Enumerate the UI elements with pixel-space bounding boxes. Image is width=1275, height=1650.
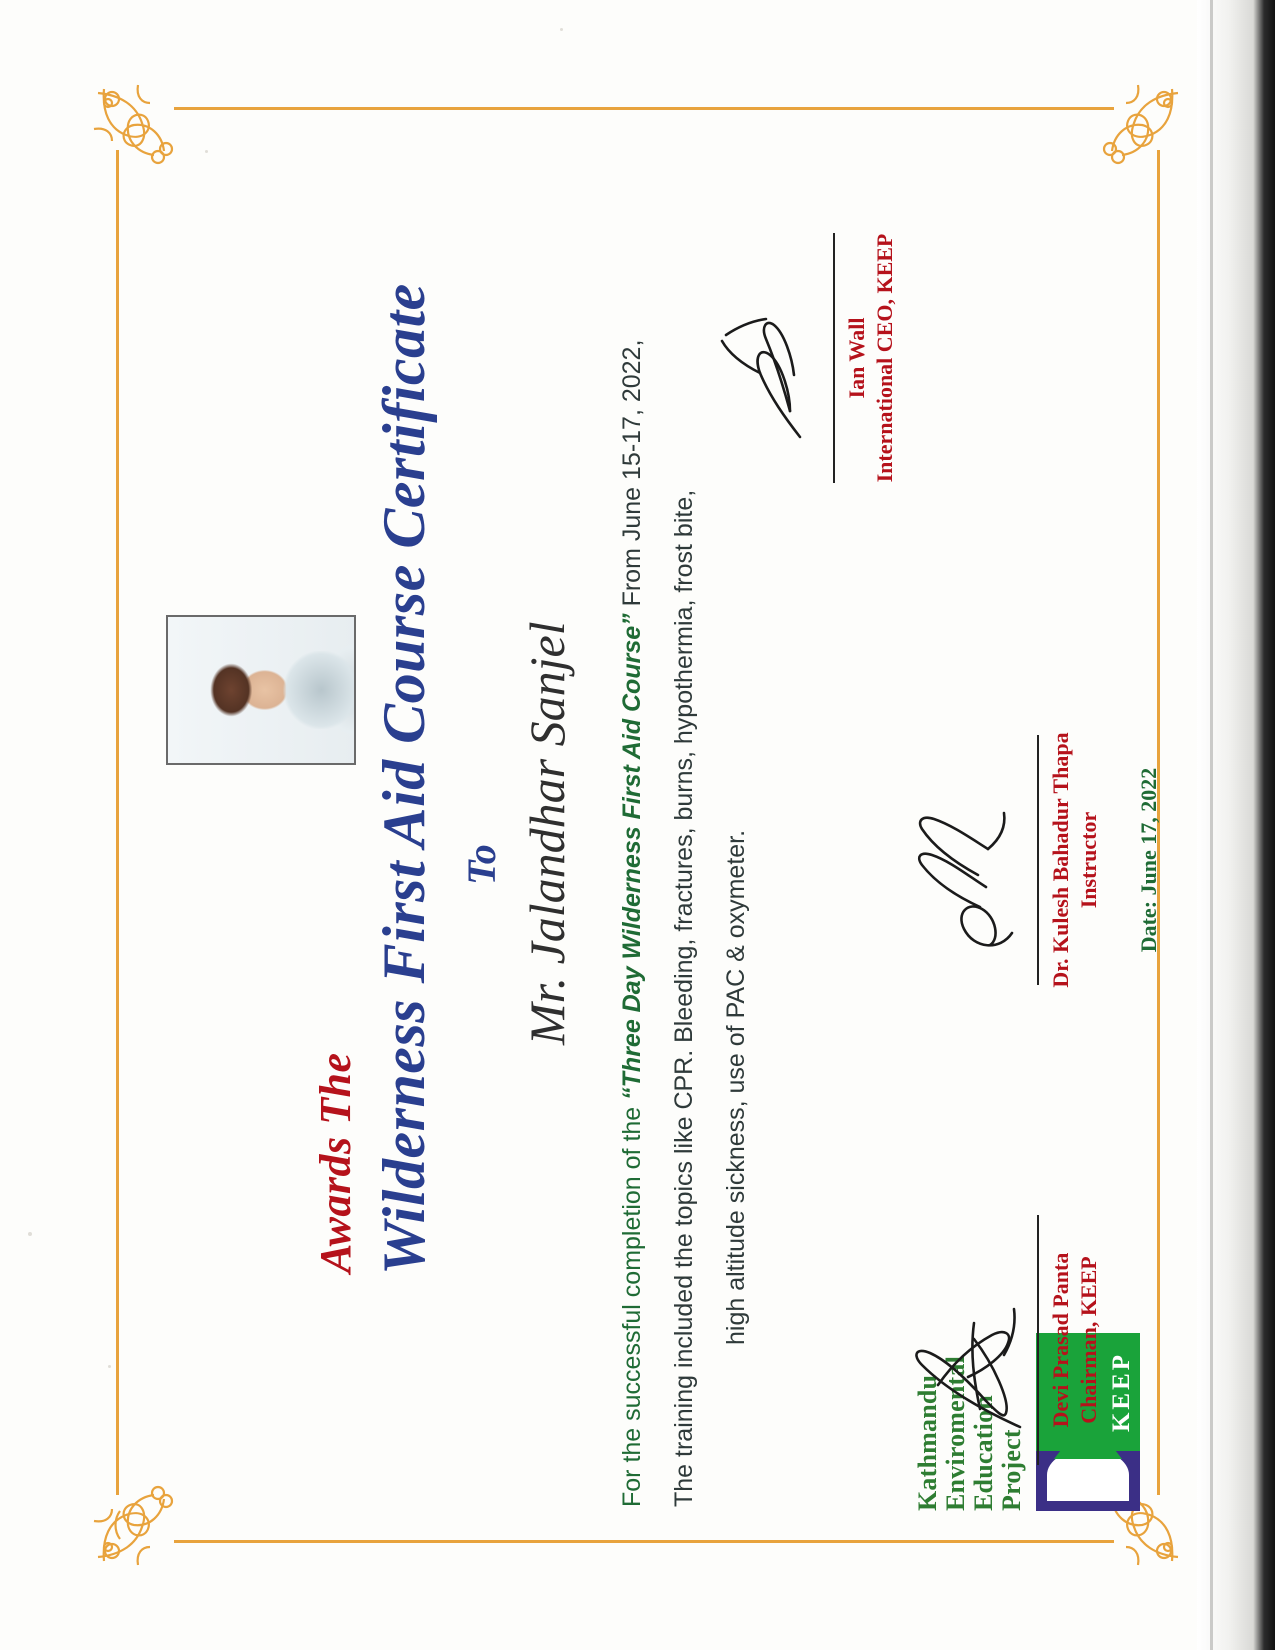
floral-corner-icon: [92, 1463, 196, 1567]
signatory-name-text: Dr. Kulesh Bahadur Thapa: [1047, 732, 1073, 988]
photo-image: [168, 617, 354, 763]
org-name-line-1: Kathmandu: [912, 1374, 942, 1511]
floral-corner-icon: [1080, 83, 1184, 187]
scan-speck: [205, 150, 208, 153]
signature-rule: [833, 233, 835, 483]
body-line-3: high altitude sickness, use of PAC & oxymeter.: [721, 829, 750, 1345]
border-line-top: [116, 150, 119, 1495]
signatory-name: [843, 193, 898, 523]
body-line-1-suffix: From June 15-17, 2022,: [617, 339, 646, 614]
scan-speck: [560, 28, 563, 31]
recipient-photo: [166, 615, 356, 765]
org-name-line-3: Education: [968, 1395, 998, 1511]
signatory-title-text: International CEO, KEEP: [871, 233, 896, 483]
handwritten-signature-icon: [704, 193, 824, 523]
scan-edge-shadow: [1197, 0, 1275, 1650]
body-line-1: [618, 340, 647, 1507]
to-label: To: [458, 844, 504, 885]
recipient-name: Mr. Jalandhar Sanjel: [518, 621, 575, 1045]
border-line-left: [174, 1540, 1114, 1543]
body-line-1-prefix: For the successful completion of the: [617, 1099, 646, 1507]
issue-date: Date: June 17, 2022: [1135, 767, 1161, 953]
body-line-2: The training included the topics like CPR. Bleeding, fractures, burns, hypothermia, frost bite,: [669, 489, 698, 1507]
certificate-canvas: [78, 65, 1198, 1585]
signature-block-instructor: [1037, 695, 1102, 1025]
org-name-line-4: Project: [996, 1429, 1026, 1511]
signature-block-chairman: [1037, 1175, 1102, 1505]
certificate-title: Wilderness First Aid Course Certificate: [370, 283, 437, 1275]
signatory-name-text: Ian Wall: [843, 317, 869, 399]
organization-name: [913, 1281, 1025, 1511]
signature-block-ceo: [833, 193, 898, 523]
signatory-title-text: Instructor: [1075, 811, 1100, 909]
signatory-name-text: Devi Prasad Panta: [1047, 1252, 1073, 1428]
border-line-right: [174, 107, 1114, 110]
handwritten-signature-icon: [908, 695, 1028, 1025]
logo-wordmark: KEEP: [1107, 1351, 1135, 1433]
awards-the-label: Awards The: [310, 1052, 360, 1273]
signatory-name: [1047, 695, 1102, 1025]
signatory-title-text: Chairman, KEEP: [1075, 1256, 1100, 1424]
scan-edge-line: [1210, 0, 1213, 1650]
org-name-line-2: Enviromental: [940, 1355, 970, 1511]
organization-logo-block: [913, 1281, 1139, 1511]
signature-rule: [1037, 735, 1039, 985]
course-name: “Three Day Wilderness First Aid Course”: [617, 613, 646, 1100]
scan-speck: [28, 1232, 32, 1236]
signature-rule: [1037, 1215, 1039, 1465]
signatory-name: [1047, 1175, 1102, 1505]
floral-corner-icon: [92, 83, 196, 187]
scan-speck: [108, 1365, 111, 1368]
